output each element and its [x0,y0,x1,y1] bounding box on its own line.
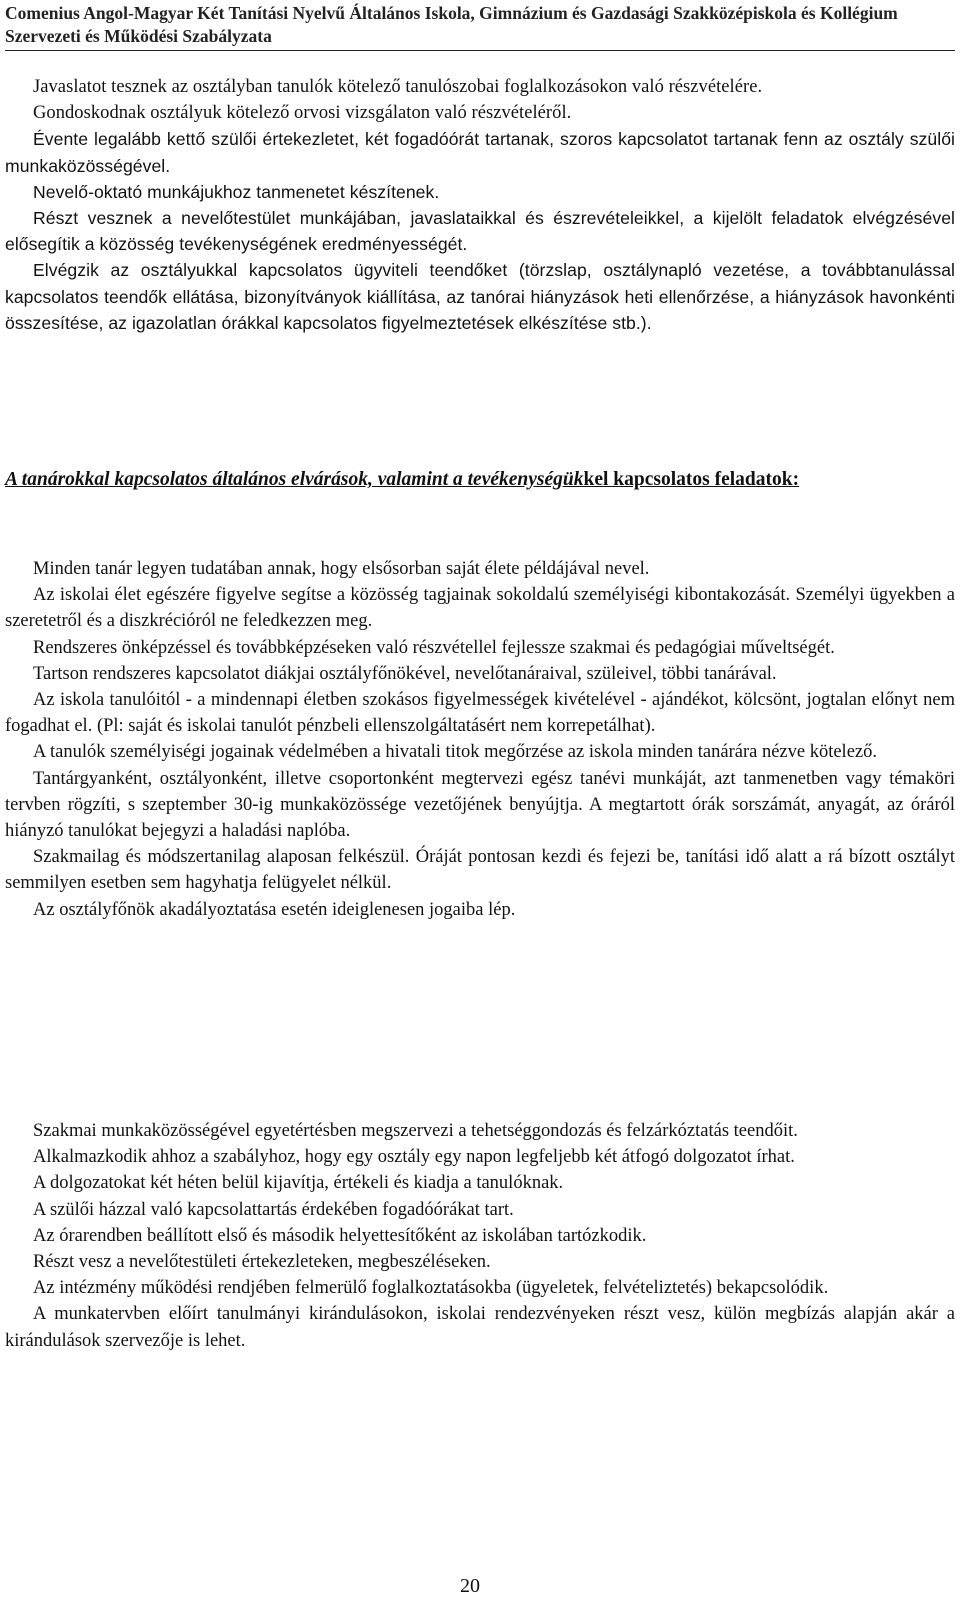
paragraph: A szülői házzal való kapcsolattartás érdekében fogadóórákat tart. [33,1199,514,1220]
paragraph: Javaslatot tesznek az osztályban tanulók kötelező tanulószobai foglalkozásokon való részvételére. [33,77,763,97]
paragraph: Rendszeres önképzéssel és továbbképzéseken való részvétellel fejlessze szakmai és pedagógiai műveltségét. [33,637,835,658]
paragraph: Alkalmazkodik ahhoz a szabályhoz, hogy egy osztály egy napon legfeljebb két átfogó dolgozatot írhat. [33,1147,795,1168]
paragraph: Az intézmény működési rendjében felmerülő foglalkoztatásokba (ügyeletek, felvételiztetés) bekapcsolódik. [33,1278,829,1299]
section-teacher-expectations [5,556,955,923]
paragraph: Az iskolai élet egészére figyelve segítse a közösség tagjainak sokoldalú személyiségi kibontakozását. Személyi ügyekben a szeretetről és a diszkrécióról ne feledkezzen meg. [5,585,955,632]
paragraph: Részt vesz a nevelőtestületi értekezleteken, megbeszéléseken. [33,1252,491,1273]
paragraph: Gondoskodnak osztályuk kötelező orvosi vizsgálaton való részvételéről. [33,103,572,124]
paragraph: Szakmai munkaközösségével egyetértésben megszervezi a tehetséggondozás és felzárkóztatás teendőit. [33,1121,798,1141]
paragraph: Az órarendben beállított első és második helyettesítőként az iskolában tartózkodik. [33,1225,647,1246]
paragraph: Tartson rendszeres kapcsolatot diákjai osztályfőnökével, nevelőtanáraival, szüleivel, többi tanárával. [33,663,777,684]
section-heading-italic: A tanárokkal kapcsolatos általános elvárások, valamint a tevékenységük [5,469,584,490]
section-heading [5,466,955,493]
document-header: Comenius Angol-Magyar Két Tanítási Nyelvű Általános Iskola, Gimnázium és Gazdasági Szakközépiskola és Kollégium Szervezeti és Működési Szabályzata [5,3,898,46]
page-number: 20 [460,1575,480,1597]
section-teacher-tasks [5,1118,955,1354]
paragraph: Tantárgyanként, osztályonként, illetve csoportonként megtervezi egész tanévi munkáját, azt tanmenetben vagy témaköri tervben rögzíti, s szeptember 30-ig munkaközössége vezetőjének benyújtja. A megtartott órák sorszámát, anyagát, az óráról hiányzó tanulókat bejegyzi a haladási naplóba. [5,768,955,842]
paragraph: A tanulók személyiségi jogainak védelmében a hivatali titok megőrzése az iskola minden tanárára nézve kötelező. [33,742,877,763]
paragraph: Évente legalább kettő szülői értekezletet, két fogadóórát tartanak, szoros kapcsolatot tartanak fenn az osztály szülői munkaközösségével. [5,129,955,176]
paragraph: Minden tanár legyen tudatában annak, hogy elsősorban saját élete példájával nevel. [33,559,650,579]
header-divider [5,50,955,51]
section-homeroom-duties [5,74,955,336]
paragraph: A dolgozatokat két héten belül kijavítja, értékeli és kiadja a tanulóknak. [33,1173,564,1194]
paragraph: A munkatervben előírt tanulmányi kirándulásokon, iskolai rendezvényeken részt vesz, külön megbízás alapján akár a kirándulások szervezője is lehet. [5,1304,955,1351]
paragraph: Szakmailag és módszertanilag alaposan felkészül. Óráját pontosan kezdi és fejezi be, tanítási idő alatt a rá bízott osztályt semmilyen esetben sem hagyhatja felügyelet nélkül. [5,847,955,894]
paragraph: Nevelő-oktató munkájukhoz tanmenetet készítenek. [33,181,440,202]
paragraph: Az osztályfőnök akadályoztatása esetén ideiglenesen jogaiba lép. [33,899,516,920]
paragraph: Az iskola tanulóitól - a mindennapi életben szokásos figyelmességek kivételével - ajándékot, kölcsönt, jogtalan előnyt nem fogadhat el. (Pl: saját és iskolai tanulót pénzbeli ellenszolgáltatásért nem korrepetálhat). [5,690,955,737]
paragraph: Részt vesznek a nevelőtestület munkájában, javaslataikkal és észrevételeikkel, a kijelölt feladatok elvégzésével elősegítik a közösség tevékenységének eredményességét. [5,208,955,255]
section-heading-normal: kel kapcsolatos feladatok: [583,469,800,490]
paragraph: Elvégzik az osztályukkal kapcsolatos ügyviteli teendőket (törzslap, osztálynapló vezetése, a továbbtanulással kapcsolatos teendők ellátása, bizonyítványok kiállítása, az tanórai hiányzások heti ellenőrzése, a hiányzások havonkénti összesítése, az igazolatlan órákkal kapcsolatos figyelmeztetések elkészítése stb.). [5,260,955,333]
